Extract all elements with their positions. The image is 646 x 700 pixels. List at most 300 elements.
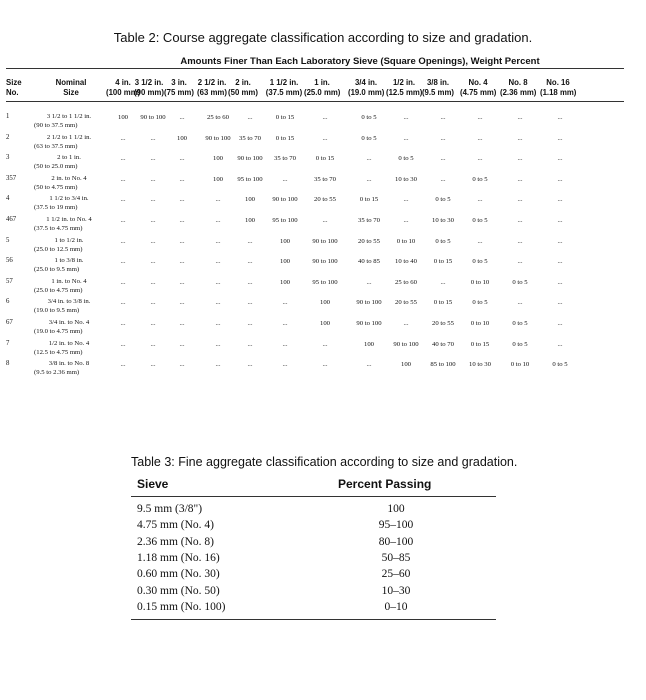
value-cell: ... (247, 114, 253, 121)
value-cell: 0 to 5 (361, 134, 377, 142)
sieve-size-in: 3/4 in. (354, 78, 378, 87)
value-cell: 35 to 70 (239, 134, 261, 142)
nominal-size-cell (30, 297, 108, 315)
value-cell: ... (179, 175, 185, 183)
sieve-size-in: 1/2 in. (392, 78, 416, 87)
value-cell: ... (517, 237, 523, 245)
value-cell: 20 to 55 (395, 299, 417, 307)
nominal-size-mm: (37.5 to 19 mm) (34, 204, 78, 212)
size-no-cell: 7 (6, 339, 10, 347)
sieve-cell: 2.36 mm (No. 8) (137, 535, 214, 548)
sieve-header (386, 78, 422, 98)
sieve-size-mm: (12.5 mm) (386, 88, 423, 97)
value-cell: 100 (363, 340, 375, 348)
value-cell: ... (557, 217, 563, 224)
value-cell: 95 to 100 (272, 217, 298, 224)
table-row (131, 585, 496, 601)
value-cell: ... (120, 134, 126, 142)
nominal-size-cell (30, 133, 108, 151)
sieve-header (500, 78, 536, 98)
table-row (0, 131, 646, 152)
value-cell: ... (282, 299, 288, 307)
value-cell: ... (322, 217, 328, 224)
value-cell: ... (440, 114, 446, 121)
col-no-label: No. (6, 88, 19, 97)
value-cell: ... (477, 155, 483, 163)
size-no-cell: 56 (6, 257, 13, 265)
value-cell: ... (247, 258, 253, 266)
nominal-size-cell (30, 256, 108, 274)
sieve-size-in: 1 in. (314, 78, 330, 87)
nominal-size-cell (30, 236, 108, 254)
sieve-header (228, 78, 258, 98)
value-cell: ... (150, 258, 156, 266)
value-cell: ... (557, 320, 563, 327)
value-cell: 0 to 5 (398, 155, 414, 163)
value-cell: ... (120, 361, 126, 369)
sieve-size-mm: (75 mm) (164, 88, 194, 97)
value-cell: 100 (212, 155, 224, 163)
value-cell: ... (557, 155, 563, 163)
nominal-size-in: 1 to 1/2 in. (54, 236, 84, 244)
table-row (0, 275, 646, 296)
size-no-cell: 4 (6, 195, 10, 203)
value-cell: ... (366, 175, 372, 183)
nominal-size-in: 2 to 1 in. (57, 154, 81, 162)
nominal-size-mm: (25.0 to 4.75 mm) (34, 286, 83, 294)
value-cell: 90 to 100 (312, 258, 338, 266)
value-cell: 0 to 15 (470, 340, 490, 348)
value-cell: ... (557, 134, 563, 142)
percent-passing-cell: 10–30 (381, 584, 411, 597)
value-cell: ... (366, 155, 372, 163)
sieve-size-mm: (90 mm) (134, 88, 164, 97)
value-cell: ... (120, 237, 126, 245)
value-cell: 0 to 5 (435, 196, 451, 204)
col-percent-passing: Percent Passing (338, 477, 432, 491)
sieve-size-mm: (4.75 mm) (460, 88, 497, 97)
value-cell: ... (179, 258, 185, 266)
value-cell: ... (247, 361, 253, 369)
sieve-size-in: 4 in. (115, 78, 131, 87)
value-cell: 35 to 70 (274, 155, 296, 163)
table2-header-rule (6, 101, 624, 102)
value-cell: ... (215, 299, 221, 307)
value-cell: 0 to 15 (275, 114, 295, 121)
value-cell: ... (150, 134, 156, 142)
size-no-cell: 357 (6, 174, 17, 182)
table-row (131, 568, 496, 584)
sieve-header (194, 78, 230, 98)
value-cell: ... (150, 299, 156, 307)
table-row (0, 110, 646, 131)
value-cell: 0 to 10 (470, 320, 490, 327)
value-cell: 0 to 15 (275, 134, 295, 142)
value-cell: 25 to 60 (395, 278, 417, 286)
value-cell: ... (477, 114, 483, 121)
sieve-size-in: 3 1/2 in. (134, 78, 164, 87)
nominal-size-mm: (25.0 to 9.5 mm) (34, 266, 80, 274)
value-cell: ... (179, 217, 185, 224)
value-cell: 95 to 100 (312, 278, 338, 286)
nominal-size-cell (30, 359, 108, 377)
value-cell: ... (215, 340, 221, 348)
value-cell: ... (150, 175, 156, 183)
value-cell: ... (557, 340, 563, 348)
value-cell: 100 (319, 320, 331, 327)
value-cell: ... (282, 320, 288, 327)
percent-passing-cell: 80–100 (378, 535, 414, 548)
value-cell: 0 to 5 (472, 299, 488, 307)
value-cell: 90 to 100 (140, 114, 166, 121)
value-cell: 100 (176, 134, 188, 142)
sieve-cell: 9.5 mm (3/8") (137, 503, 203, 515)
sieve-header (460, 78, 496, 98)
value-cell: ... (179, 320, 185, 327)
table-row (0, 316, 646, 337)
value-cell: 90 to 100 (356, 320, 382, 327)
sieve-size-mm: (50 mm) (228, 88, 258, 97)
sieve-cell: 1.18 mm (No. 16) (137, 551, 220, 564)
sieve-size-in: No. 8 (508, 78, 528, 87)
sieve-size-in: 2 in. (235, 78, 251, 87)
sieve-header (132, 78, 166, 98)
nominal-size-in: 3/4 in. to 3/8 in. (47, 298, 91, 306)
nominal-size-in: 1 1/2 in. to No. 4 (46, 216, 92, 223)
value-cell: 35 to 70 (358, 217, 380, 224)
sieve-header (540, 78, 576, 98)
value-cell: ... (120, 258, 126, 266)
value-cell: ... (150, 278, 156, 286)
sieve-cell: 0.60 mm (No. 30) (137, 568, 220, 581)
value-cell: 0 to 5 (512, 278, 528, 286)
value-cell: 0 to 15 (315, 155, 335, 163)
value-cell: 0 to 15 (359, 196, 379, 204)
value-cell: ... (517, 217, 523, 224)
nominal-size-mm: (63 to 37.5 mm) (34, 142, 78, 150)
value-cell: ... (557, 237, 563, 245)
value-cell: 90 to 100 (393, 340, 419, 348)
nominal-size-cell (30, 339, 108, 357)
value-cell: 0 to 5 (552, 361, 568, 369)
value-cell: ... (322, 114, 328, 121)
sieve-size-mm: (25.0 mm) (304, 88, 341, 97)
value-cell: 95 to 100 (237, 175, 263, 183)
sieve-header (262, 78, 306, 98)
table3-header-rule (131, 496, 496, 497)
nominal-size-in: 3 1/2 to 1 1/2 in. (46, 113, 92, 120)
nominal-size-mm: (9.5 to 2.36 mm) (34, 369, 80, 377)
value-cell: ... (150, 155, 156, 163)
sieve-size-mm: (100 mm) (106, 88, 141, 97)
table2-title: Table 2: Course aggregate classification according to size and gradation. (113, 30, 533, 45)
percent-passing-cell: 25–60 (381, 568, 411, 581)
size-no-cell: 467 (6, 216, 17, 223)
value-cell: ... (215, 278, 221, 286)
value-cell: 0 to 10 (396, 237, 416, 245)
value-cell: ... (247, 237, 253, 245)
value-cell: ... (440, 175, 446, 183)
table-row (131, 503, 496, 519)
nominal-size-in: 3/8 in. to No. 8 (48, 360, 90, 368)
table-row (131, 536, 496, 552)
value-cell: ... (517, 155, 523, 163)
value-cell: 100 (244, 196, 256, 204)
sieve-size-in: 3 in. (171, 78, 187, 87)
value-cell: 0 to 5 (361, 114, 377, 121)
sieve-header (164, 78, 194, 98)
value-cell: ... (282, 340, 288, 348)
table-row (131, 601, 496, 617)
value-cell: ... (517, 196, 523, 204)
value-cell: 90 to 100 (356, 299, 382, 307)
size-no-cell: 67 (6, 319, 13, 326)
value-cell: 10 to 30 (469, 361, 491, 369)
sieve-size-in: No. 4 (468, 78, 488, 87)
nominal-size-cell (30, 112, 108, 130)
value-cell: 40 to 70 (432, 340, 454, 348)
sieve-size-mm: (63 mm) (197, 88, 227, 97)
nominal-size-in: 1 1/2 to 3/4 in. (49, 195, 89, 203)
sieve-size-in: 3/8 in. (426, 78, 450, 87)
value-cell: 10 to 30 (395, 175, 417, 183)
col-size-no (6, 78, 30, 98)
table-row (0, 295, 646, 316)
value-cell: ... (403, 217, 409, 224)
col-nominal-label: Nominal (55, 78, 87, 87)
value-cell: 20 to 55 (358, 237, 380, 245)
col-nominal (34, 78, 108, 98)
nominal-size-cell (30, 194, 108, 212)
table-row (0, 192, 646, 213)
value-cell: 100 (279, 237, 291, 245)
value-cell: 0 to 10 (510, 361, 530, 369)
value-cell: 0 to 10 (470, 278, 490, 286)
value-cell: 25 to 60 (207, 114, 229, 121)
nominal-size-in: 3/4 in. to No. 4 (48, 319, 90, 326)
value-cell: ... (150, 320, 156, 327)
value-cell: ... (215, 217, 221, 224)
sieve-size-mm: (1.18 mm) (540, 88, 577, 97)
table-row (131, 552, 496, 568)
nominal-size-in: 1 to 3/8 in. (54, 257, 84, 265)
value-cell: ... (403, 196, 409, 204)
value-cell: ... (120, 320, 126, 327)
size-no-cell: 2 (6, 133, 10, 141)
sieve-cell: 4.75 mm (No. 4) (137, 519, 214, 532)
table2-top-rule (6, 68, 624, 69)
col-size-label: Size (6, 78, 22, 87)
value-cell: 85 to 100 (430, 361, 456, 369)
nominal-size-in: 2 in. to No. 4 (51, 174, 87, 182)
nominal-size-mm: (25.0 to 12.5 mm) (34, 245, 83, 253)
value-cell: ... (120, 217, 126, 224)
nominal-size-in: 1 in. to No. 4 (51, 277, 87, 285)
size-no-cell: 1 (6, 113, 10, 120)
value-cell: ... (403, 320, 409, 327)
value-cell: ... (179, 196, 185, 204)
value-cell: 0 to 5 (512, 320, 528, 327)
size-no-cell: 8 (6, 360, 10, 368)
nominal-size-mm: (50 to 25.0 mm) (34, 163, 78, 171)
value-cell: ... (150, 217, 156, 224)
value-cell: ... (179, 299, 185, 307)
value-cell: ... (440, 155, 446, 163)
nominal-size-mm: (50 to 4.75 mm) (34, 183, 78, 191)
value-cell: 90 to 100 (237, 155, 263, 163)
value-cell: ... (557, 114, 563, 121)
value-cell: ... (247, 278, 253, 286)
value-cell: ... (120, 155, 126, 163)
value-cell: ... (403, 134, 409, 142)
percent-passing-cell: 95–100 (378, 519, 414, 532)
value-cell: ... (557, 258, 563, 266)
value-cell: 0 to 5 (512, 340, 528, 348)
value-cell: ... (557, 175, 563, 183)
value-cell: ... (215, 361, 221, 369)
col-nominal-size-label: Size (63, 88, 79, 97)
value-cell: ... (247, 340, 253, 348)
value-cell: ... (403, 114, 409, 121)
nominal-size-cell (30, 153, 108, 171)
value-cell: ... (215, 237, 221, 245)
value-cell: 20 to 55 (432, 320, 454, 327)
value-cell: 100 (319, 299, 331, 307)
value-cell: ... (179, 278, 185, 286)
sieve-size-in: 2 1/2 in. (197, 78, 227, 87)
value-cell: ... (215, 196, 221, 204)
value-cell: ... (179, 114, 185, 121)
value-cell: ... (477, 134, 483, 142)
value-cell: 0 to 5 (472, 258, 488, 266)
size-no-cell: 6 (6, 298, 10, 306)
nominal-size-cell (30, 215, 108, 233)
value-cell: 0 to 5 (435, 237, 451, 245)
sieve-header (348, 78, 384, 98)
value-cell: ... (322, 361, 328, 369)
value-cell: ... (179, 155, 185, 163)
nominal-size-mm: (37.5 to 4.75 mm) (34, 225, 83, 232)
nominal-size-in: 2 1/2 to 1 1/2 in. (46, 133, 92, 141)
value-cell: ... (215, 320, 221, 327)
value-cell: ... (477, 196, 483, 204)
table3-title: Table 3: Fine aggregate classification according to size and gradation. (131, 455, 518, 469)
nominal-size-mm: (90 to 37.5 mm) (34, 122, 78, 129)
size-no-cell: 5 (6, 236, 10, 244)
value-cell: ... (517, 114, 523, 121)
value-cell: ... (215, 258, 221, 266)
value-cell: 100 (117, 114, 129, 121)
sieve-cell: 0.30 mm (No. 50) (137, 584, 220, 597)
sieve-cell: 0.15 mm (No. 100) (137, 600, 226, 613)
table-row (0, 254, 646, 275)
table-row (0, 337, 646, 358)
nominal-size-in: 1/2 in. to No. 4 (48, 339, 90, 347)
value-cell: ... (557, 278, 563, 286)
value-cell: ... (120, 175, 126, 183)
value-cell: 0 to 5 (472, 217, 488, 224)
percent-passing-cell: 0–10 (384, 600, 408, 613)
value-cell: 10 to 40 (395, 258, 417, 266)
value-cell: ... (517, 299, 523, 307)
value-cell: ... (120, 340, 126, 348)
sieve-header (420, 78, 456, 98)
value-cell: ... (517, 175, 523, 183)
value-cell: ... (440, 134, 446, 142)
value-cell: ... (120, 299, 126, 307)
value-cell: 100 (400, 361, 412, 369)
value-cell: ... (517, 134, 523, 142)
value-cell: ... (179, 237, 185, 245)
percent-passing-cell: 100 (387, 503, 405, 515)
value-cell: 90 to 100 (272, 196, 298, 204)
value-cell: ... (440, 278, 446, 286)
value-cell: ... (322, 134, 328, 142)
value-cell: 0 to 15 (433, 299, 453, 307)
nominal-size-mm: (19.0 to 9.5 mm) (34, 307, 80, 315)
table-row (0, 234, 646, 255)
size-no-cell: 3 (6, 154, 10, 162)
value-cell: ... (120, 278, 126, 286)
value-cell: ... (247, 299, 253, 307)
nominal-size-mm: (19.0 to 4.75 mm) (34, 328, 83, 335)
value-cell: ... (247, 320, 253, 327)
value-cell: 100 (212, 175, 224, 183)
sieve-size-mm: (2.36 mm) (500, 88, 537, 97)
sieve-size-in: No. 16 (546, 78, 570, 87)
value-cell: ... (179, 340, 185, 348)
sieve-size-mm: (9.5 mm) (421, 88, 455, 97)
value-cell: ... (557, 196, 563, 204)
value-cell: ... (150, 196, 156, 204)
sieve-size-mm: (37.5 mm) (265, 88, 303, 97)
value-cell: ... (322, 340, 328, 348)
value-cell: 0 to 15 (433, 258, 453, 266)
value-cell: 35 to 70 (314, 175, 336, 183)
value-cell: 90 to 100 (205, 134, 231, 142)
sieve-size-in: 1 1/2 in. (269, 78, 299, 87)
value-cell: ... (366, 361, 372, 369)
value-cell: ... (150, 340, 156, 348)
table-row (0, 357, 646, 378)
value-cell: 10 to 30 (432, 217, 454, 224)
value-cell: ... (120, 196, 126, 204)
sieve-header (304, 78, 340, 98)
table3-bottom-rule (131, 619, 496, 620)
nominal-size-cell (30, 174, 108, 192)
table2-super-header: Amounts Finer Than Each Laboratory Sieve (Square Openings), Weight Percent (180, 56, 540, 67)
value-cell: ... (557, 299, 563, 307)
value-cell: ... (282, 175, 288, 183)
value-cell: 100 (279, 258, 291, 266)
size-no-cell: 57 (6, 277, 13, 285)
value-cell: ... (517, 258, 523, 266)
value-cell: ... (282, 361, 288, 369)
value-cell: ... (366, 278, 372, 286)
table-row (0, 151, 646, 172)
value-cell: 100 (244, 217, 256, 224)
nominal-size-cell (30, 318, 108, 336)
value-cell: 40 to 85 (358, 258, 380, 266)
value-cell: ... (477, 237, 483, 245)
table3-header (131, 474, 496, 494)
value-cell: ... (150, 361, 156, 369)
table-row (0, 213, 646, 234)
value-cell: 0 to 5 (472, 175, 488, 183)
value-cell: ... (179, 361, 185, 369)
value-cell: ... (150, 237, 156, 245)
table-row (0, 172, 646, 193)
